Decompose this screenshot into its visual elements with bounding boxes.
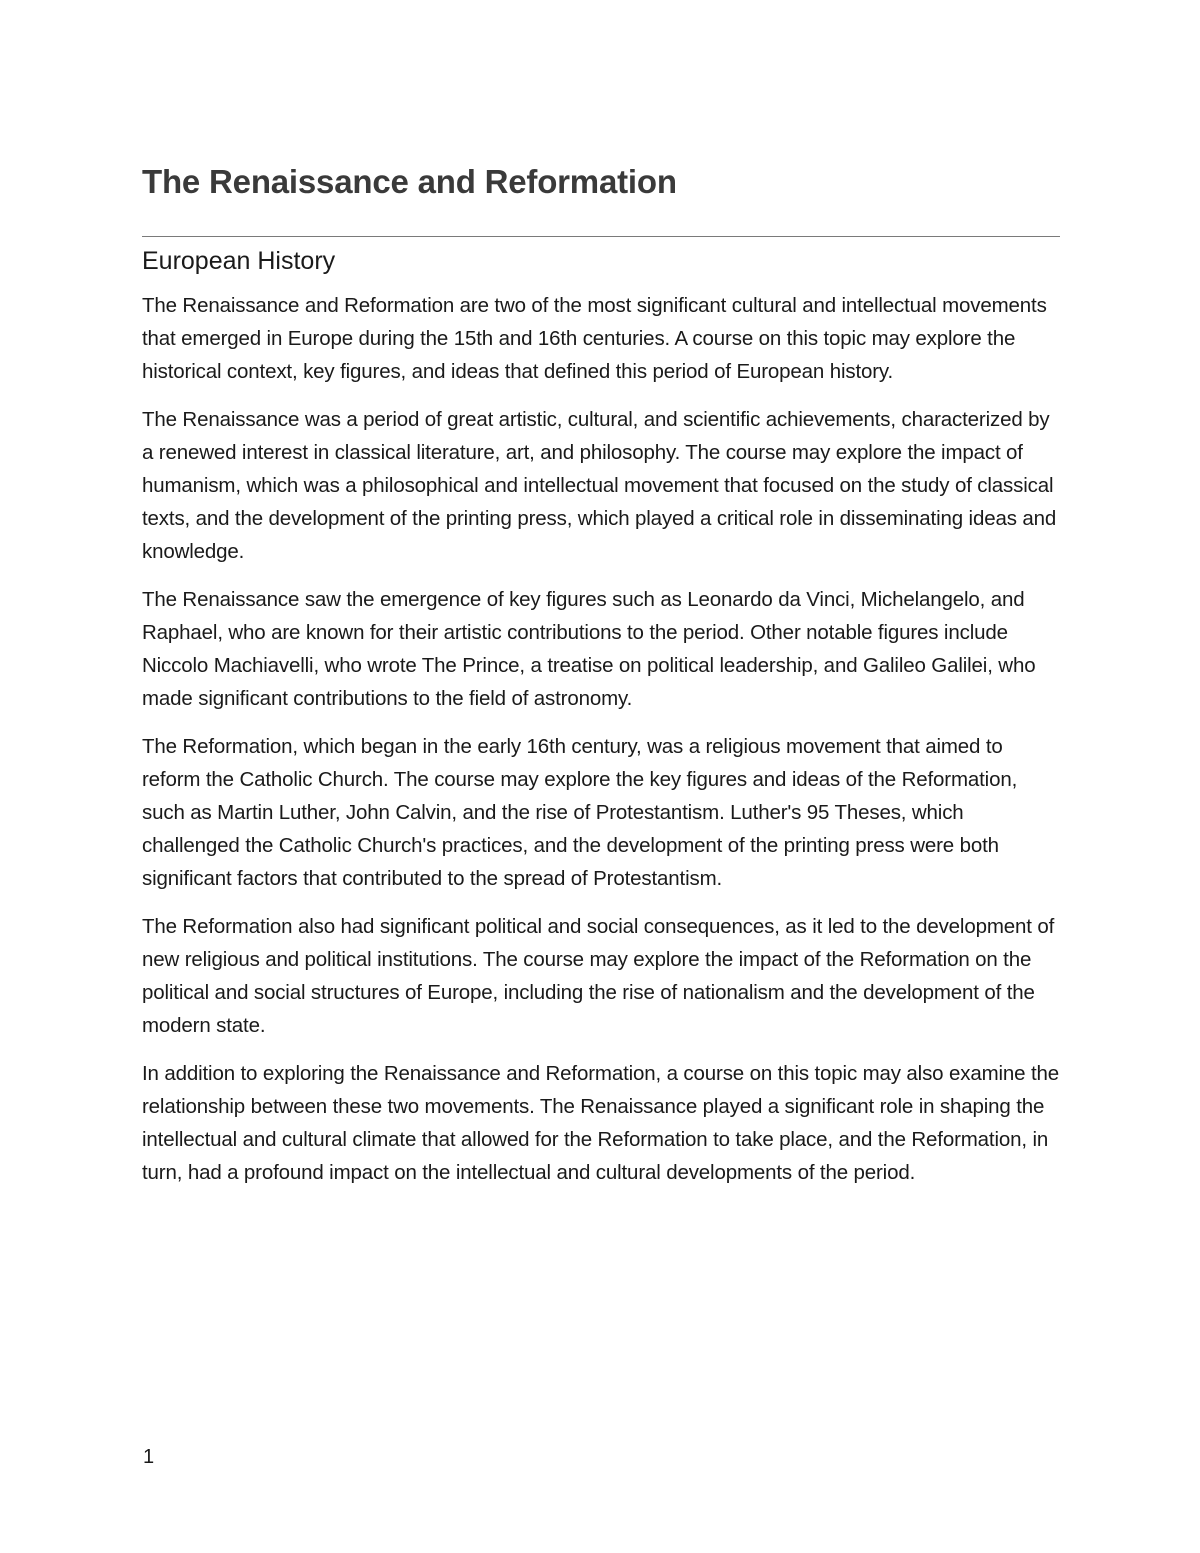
document-content [142, 158, 1062, 1204]
title-divider [142, 236, 1060, 237]
paragraph: The Renaissance was a period of great artistic, cultural, and scientific achievements, characterized by a renewed interest in classical literature, art, and philosophy. The course may explore the impact of humanism, which was a philosophical and intellectual movement that focused on the study of classical texts, and the development of the printing press, which played a critical role in disseminating ideas and knowledge. [142, 408, 1057, 563]
paragraph: The Reformation also had significant political and social consequences, as it led to the development of new religious and political institutions. The course may explore the impact of the Reformation on the political and social structures of Europe, including the rise of nationalism and the development of the modern state. [142, 915, 1055, 1037]
page-number: 1 [143, 1446, 155, 1468]
paragraph: In addition to exploring the Renaissance and Reformation, a course on this topic may also examine the relationship between these two movements. The Renaissance played a significant role in shaping the intellectual and cultural climate that allowed for the Reformation to take place, and the Reformation, in turn, had a profound impact on the intellectual and cultural developments of the period. [142, 1062, 1059, 1184]
document-title: The Renaissance and Reformation [142, 163, 677, 200]
paragraph: The Renaissance saw the emergence of key figures such as Leonardo da Vinci, Michelangelo, and Raphael, who are known for their artistic contributions to the period. Other notable figures include Niccolo Machiavelli, who wrote The Prince, a treatise on political leadership, and Galileo Galilei, who made significant contributions to the field of astronomy. [142, 588, 1036, 710]
body-text [142, 289, 1062, 1189]
document-subtitle: European History [142, 247, 336, 275]
paragraph: The Renaissance and Reformation are two of the most significant cultural and intellectual movements that emerged in Europe during the 15th and 16th centuries. A course on this topic may explore the historical context, key figures, and ideas that defined this period of European history. [142, 294, 1047, 383]
paragraph: The Reformation, which began in the early 16th century, was a religious movement that aimed to reform the Catholic Church. The course may explore the key figures and ideas of the Reformation, such as Martin Luther, John Calvin, and the rise of Protestantism. Luther's 95 Theses, which challenged the Catholic Church's practices, and the development of the printing press were both significant factors that contributed to the spread of Protestantism. [142, 735, 1018, 890]
